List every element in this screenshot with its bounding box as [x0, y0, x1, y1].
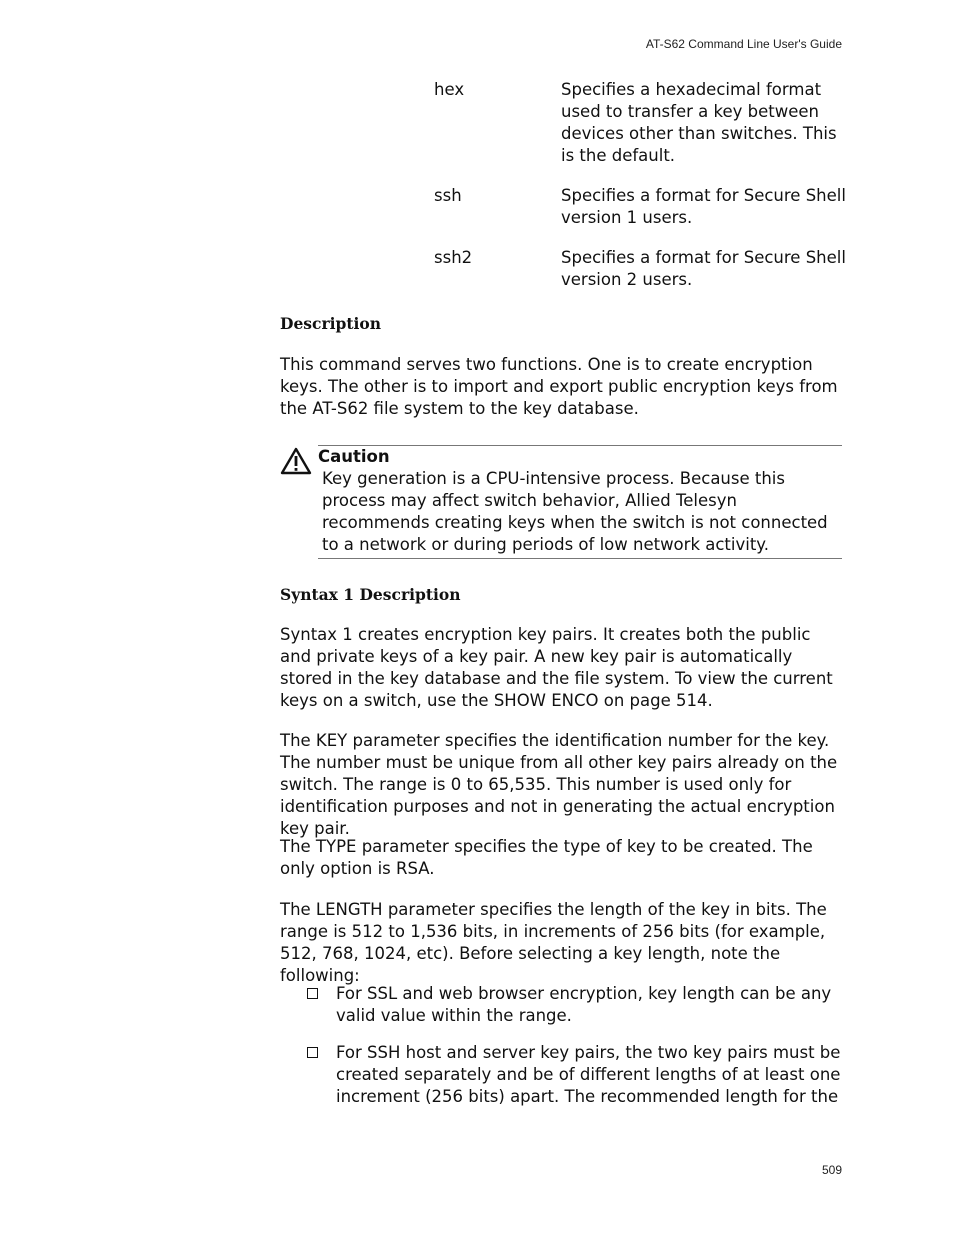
caution-text: Key generation is a CPU-intensive process. Because this process may affect switch behavior, Allied Telesyn recommends creating keys when the switch is not connected to a network or during periods of low network activity. [322, 469, 828, 554]
syntax1-paragraph: Syntax 1 creates encryption key pairs. It creates both the public and private keys of a key pair. A new key pair is automatically stored in the key database and the file system. To view the current keys on a switch, use the SHOW ENCO on page 514. [280, 625, 833, 710]
type-parameter-paragraph: The TYPE parameter specifies the type of key to be created. The only option is RSA. [280, 837, 813, 878]
checkbox-bullet-icon [307, 988, 318, 999]
option-description: Specifies a format for Secure Shell version 1 users. [561, 186, 846, 227]
option-description: Specifies a format for Secure Shell version 2 users. [561, 248, 846, 289]
page-number: 509 [821, 1163, 842, 1177]
warning-triangle-icon [280, 447, 312, 475]
description-text: This command serves two functions. One is to create encryption keys. The other is to import and export public encryption keys from the AT-S62 file system to the key database. [280, 355, 838, 418]
option-name: ssh2 [434, 248, 473, 267]
key-parameter-paragraph: The KEY parameter specifies the identification number for the key. The number must be unique from all other key pairs already on the switch. The range is 0 to 65,535. This number is used only for identification purposes and not in generating the actual encryption key pair. [280, 731, 838, 838]
option-name: hex [434, 80, 465, 99]
list-item-text: For SSL and web browser encryption, key length can be any valid value within the range. [336, 984, 832, 1025]
list-item-text: For SSH host and server key pairs, the two key pairs must be created separately and be of different lengths of at least one increment (256 bits) apart. The recommended length for the [336, 1043, 841, 1106]
length-parameter-paragraph: The LENGTH parameter specifies the length of the key in bits. The range is 512 to 1,536 bits, in increments of 256 bits (for example, 512, 768, 1024, etc). Before selecting a key length, note the following: [280, 900, 827, 985]
syntax1-heading: Syntax 1 Description [280, 585, 461, 604]
running-header: AT-S62 Command Line User's Guide [645, 37, 842, 51]
option-name: ssh [434, 186, 462, 205]
checkbox-bullet-icon [307, 1047, 318, 1058]
caution-title: Caution [318, 447, 390, 466]
caution-rule-top [318, 445, 842, 446]
caution-rule-bottom [318, 558, 842, 559]
description-heading: Description [280, 314, 382, 333]
option-description: Specifies a hexadecimal format used to transfer a key between devices other than switches. This is the default. [561, 80, 837, 165]
